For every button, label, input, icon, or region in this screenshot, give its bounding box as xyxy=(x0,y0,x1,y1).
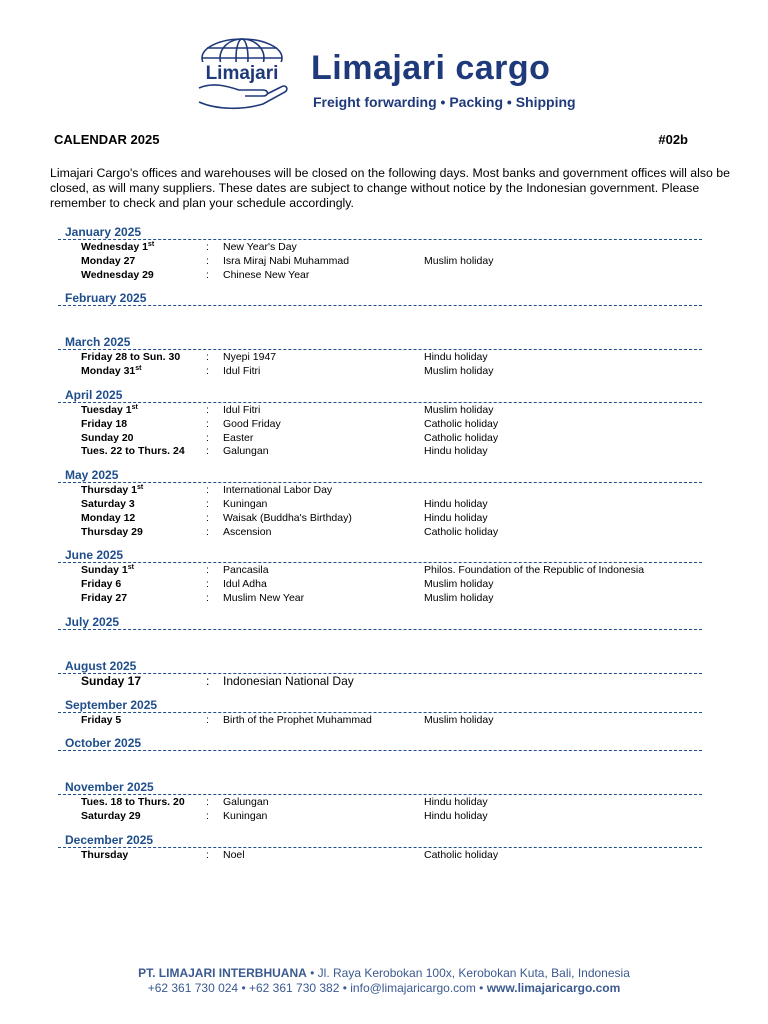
separator-colon: : xyxy=(206,673,210,688)
holiday-row xyxy=(58,512,702,526)
logo-text: Limajari xyxy=(205,63,279,84)
month-section xyxy=(58,224,702,282)
month-holiday-list xyxy=(58,350,702,379)
holiday-name: Kuningan xyxy=(223,497,268,510)
holiday-type: Muslim holiday xyxy=(424,403,494,416)
month-title: May 2025 xyxy=(58,467,702,483)
footer-contact-line xyxy=(0,981,768,996)
month-title: November 2025 xyxy=(58,779,702,795)
holiday-type: Muslim holiday xyxy=(424,578,494,591)
month-title: March 2025 xyxy=(58,334,702,350)
holiday-row xyxy=(58,418,702,432)
separator-colon: : xyxy=(206,403,209,416)
holiday-type: Hindu holiday xyxy=(424,497,488,510)
holiday-type: Catholic holiday xyxy=(424,848,499,861)
month-section xyxy=(58,334,702,379)
holiday-date xyxy=(81,404,138,418)
month-holiday-list xyxy=(58,563,702,605)
holiday-row xyxy=(58,269,702,283)
holiday-type: Hindu holiday xyxy=(424,796,488,809)
month-section xyxy=(58,387,702,459)
holiday-date-text: Friday 6 xyxy=(81,578,122,591)
holiday-date xyxy=(81,351,180,365)
holiday-date-text: Tues. 22 to Thurs. 24 xyxy=(81,445,185,458)
holiday-name: Good Friday xyxy=(223,417,281,430)
month-holiday-list xyxy=(58,306,702,326)
holiday-date xyxy=(81,255,135,269)
holiday-date-text: Sunday 20 xyxy=(81,431,134,444)
separator-colon: : xyxy=(206,578,209,591)
separator-colon: : xyxy=(206,254,209,267)
ordinal-suffix: st xyxy=(147,241,155,248)
holiday-row xyxy=(58,810,702,824)
month-section xyxy=(58,832,702,863)
footer-website-link[interactable]: www.limajaricargo.com xyxy=(486,981,621,995)
holiday-row xyxy=(58,564,702,578)
holiday-name: Idul Fitri xyxy=(223,403,261,416)
month-section xyxy=(58,467,702,539)
holiday-date-text: Sunday 1 xyxy=(81,564,128,577)
month-title: July 2025 xyxy=(58,614,702,630)
month-section xyxy=(58,697,702,728)
holiday-row xyxy=(58,255,702,269)
separator-colon: : xyxy=(206,564,209,577)
month-section xyxy=(58,547,702,605)
separator-colon: : xyxy=(206,713,209,726)
holiday-name: Galungan xyxy=(223,445,269,458)
month-holiday-list xyxy=(58,483,702,539)
separator-colon: : xyxy=(206,848,209,861)
holiday-type: Muslim holiday xyxy=(424,591,494,604)
footer-address: • Jl. Raya Kerobokan 100x, Kerobokan Kuta, Bali, Indonesia xyxy=(306,966,630,980)
holiday-type: Catholic holiday xyxy=(424,417,499,430)
ordinal-suffix: st xyxy=(131,403,138,411)
ordinal-suffix: st xyxy=(127,564,134,572)
holiday-date xyxy=(81,564,134,578)
holiday-name: Birth of the Prophet Muhammad xyxy=(223,713,372,726)
holiday-date-text: Monday 12 xyxy=(81,511,136,524)
holiday-date-text: Thursday 29 xyxy=(81,525,143,538)
month-holiday-list xyxy=(58,240,702,282)
holiday-date-text: Wednesday 29 xyxy=(81,268,154,281)
holiday-name: Indonesian National Day xyxy=(223,673,354,688)
holiday-name: Muslim New Year xyxy=(223,591,305,604)
holiday-row xyxy=(58,484,702,498)
brand-tagline: Freight forwarding • Packing • Shipping xyxy=(313,94,576,110)
separator-colon: : xyxy=(206,431,209,444)
holiday-date-text: Sunday 17 xyxy=(81,673,142,688)
month-title: April 2025 xyxy=(58,387,702,403)
holiday-name: Isra Miraj Nabi Muhammad xyxy=(223,254,350,267)
holiday-type: Hindu holiday xyxy=(424,810,488,823)
holiday-date xyxy=(81,484,143,498)
separator-colon: : xyxy=(206,365,209,378)
holiday-row xyxy=(58,365,702,379)
holiday-row xyxy=(58,714,702,728)
holiday-date xyxy=(81,578,121,592)
holiday-type: Hindu holiday xyxy=(424,445,488,458)
holiday-row xyxy=(58,445,702,459)
holiday-date-text: Saturday 3 xyxy=(81,497,135,510)
month-holiday-list xyxy=(58,630,702,650)
separator-colon: : xyxy=(206,417,209,430)
month-title: December 2025 xyxy=(58,832,702,848)
holiday-date-text: Friday 5 xyxy=(81,713,122,726)
separator-colon: : xyxy=(206,525,209,538)
holiday-row xyxy=(58,849,702,863)
holiday-row xyxy=(58,592,702,606)
holiday-date-text: Wednesday 1 xyxy=(81,241,148,253)
separator-colon: : xyxy=(206,484,209,497)
holiday-name: Noel xyxy=(223,848,245,861)
holiday-row xyxy=(58,675,702,689)
holiday-name: Waisak (Buddha's Birthday) xyxy=(223,511,352,524)
separator-colon: : xyxy=(206,591,209,604)
holiday-row xyxy=(58,351,702,365)
holiday-type: Muslim holiday xyxy=(424,254,494,267)
footer-address-line xyxy=(0,966,768,981)
separator-colon: : xyxy=(206,241,209,253)
holiday-date xyxy=(81,714,121,728)
holiday-date xyxy=(81,241,154,255)
month-section xyxy=(58,290,702,326)
month-title: January 2025 xyxy=(58,224,702,240)
separator-colon: : xyxy=(206,810,209,823)
holiday-type: Muslim holiday xyxy=(424,365,494,378)
month-title: February 2025 xyxy=(58,290,702,306)
holiday-date xyxy=(81,418,127,432)
month-title: October 2025 xyxy=(58,735,702,751)
holiday-calendar xyxy=(58,224,702,871)
holiday-date-text: Monday 31 xyxy=(81,365,136,378)
footer-company: PT. LIMAJARI INTERBHUANA xyxy=(138,966,307,980)
holiday-date xyxy=(81,796,185,810)
month-holiday-list xyxy=(58,713,702,728)
holiday-date xyxy=(81,849,128,863)
intro-paragraph: Limajari Cargo's offices and warehouses will be closed on the following days. Most banks and government offices will also be closed, as will many suppliers. These dates are subject to change without notice by the Indonesian government. Please remember to check and plan your schedule accordingly. xyxy=(50,166,730,210)
holiday-date-text: Friday 28 to Sun. 30 xyxy=(81,351,181,364)
month-holiday-list xyxy=(58,674,702,689)
holiday-row xyxy=(58,241,702,255)
globe-hand-logo-icon xyxy=(193,36,291,114)
footer xyxy=(0,966,768,996)
separator-colon: : xyxy=(206,511,209,524)
holiday-date-text: Tues. 18 to Thurs. 20 xyxy=(81,796,185,809)
separator-colon: : xyxy=(206,796,209,809)
month-section xyxy=(58,658,702,689)
holiday-date-text: Monday 27 xyxy=(81,254,136,267)
holiday-date-text: Friday 27 xyxy=(81,591,128,604)
ordinal-suffix: st xyxy=(135,365,142,373)
holiday-row xyxy=(58,578,702,592)
month-title: August 2025 xyxy=(58,658,702,674)
holiday-row xyxy=(58,432,702,446)
holiday-row xyxy=(58,796,702,810)
holiday-date xyxy=(81,592,127,606)
month-holiday-list xyxy=(58,751,702,771)
holiday-date xyxy=(81,445,185,459)
month-holiday-list xyxy=(58,848,702,863)
holiday-row xyxy=(58,404,702,418)
separator-colon: : xyxy=(206,351,209,364)
holiday-row xyxy=(58,526,702,540)
month-holiday-list xyxy=(58,403,702,459)
holiday-date xyxy=(81,526,143,540)
holiday-date xyxy=(81,269,154,283)
month-title: September 2025 xyxy=(58,697,702,713)
separator-colon: : xyxy=(206,497,209,510)
holiday-date xyxy=(81,498,135,512)
document-title: CALENDAR 2025 xyxy=(54,132,160,147)
holiday-name: Chinese New Year xyxy=(223,268,310,281)
holiday-type: Catholic holiday xyxy=(424,431,499,444)
holiday-date-text: Thursday xyxy=(81,848,129,861)
holiday-date-text: Tuesday 1 xyxy=(81,403,132,416)
holiday-type: Philos. Foundation of the Republic of Indonesia xyxy=(424,564,645,577)
month-holiday-list xyxy=(58,795,702,824)
holiday-date xyxy=(81,512,135,526)
holiday-date xyxy=(81,675,141,689)
holiday-name: Easter xyxy=(223,431,254,444)
brand-name: Limajari cargo xyxy=(311,49,551,87)
footer-contact: +62 361 730 024 • +62 361 730 382 • info@limajaricargo.com • xyxy=(147,981,487,995)
ordinal-suffix: st xyxy=(137,484,144,492)
holiday-date xyxy=(81,432,134,446)
holiday-row xyxy=(58,498,702,512)
holiday-type: Hindu holiday xyxy=(424,511,488,524)
month-section xyxy=(58,779,702,824)
holiday-name: International Labor Day xyxy=(223,484,333,497)
holiday-date-text: Saturday 29 xyxy=(81,810,141,823)
holiday-name: New Year's Day xyxy=(223,241,297,253)
holiday-type: Hindu holiday xyxy=(424,351,488,364)
holiday-name: Idul Fitri xyxy=(223,365,261,378)
month-section xyxy=(58,614,702,650)
separator-colon: : xyxy=(206,268,209,281)
holiday-name: Nyepi 1947 xyxy=(223,351,277,364)
holiday-date xyxy=(81,365,142,379)
month-section xyxy=(58,735,702,771)
document-code: #02b xyxy=(658,132,688,147)
holiday-date-text: Friday 18 xyxy=(81,417,128,430)
separator-colon: : xyxy=(206,445,209,458)
holiday-name: Idul Adha xyxy=(223,578,267,591)
month-title: June 2025 xyxy=(58,547,702,563)
holiday-date xyxy=(81,810,141,824)
company-header xyxy=(193,36,593,116)
holiday-name: Galungan xyxy=(223,796,269,809)
holiday-type: Muslim holiday xyxy=(424,713,494,726)
holiday-type: Catholic holiday xyxy=(424,525,499,538)
holiday-date-text: Thursday 1 xyxy=(81,484,138,497)
holiday-name: Pancasila xyxy=(223,564,269,577)
holiday-name: Ascension xyxy=(223,525,272,538)
holiday-name: Kuningan xyxy=(223,810,268,823)
